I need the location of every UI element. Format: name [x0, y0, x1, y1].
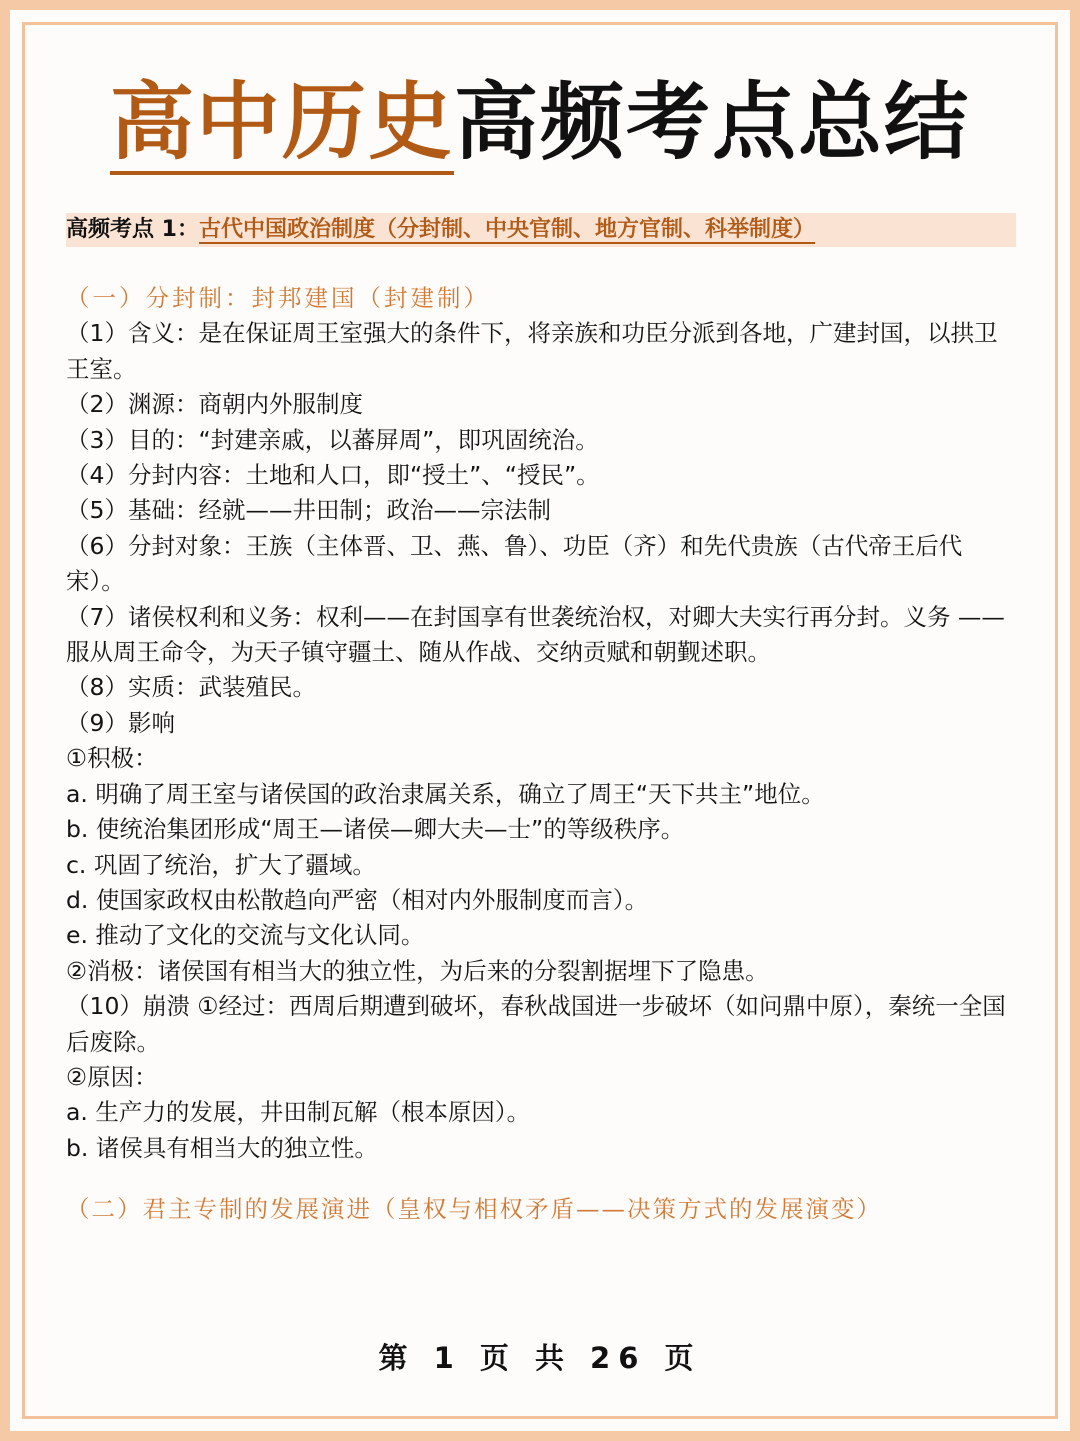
- page-number: 第 1 页 共 26 页: [378, 1341, 702, 1375]
- text-line: （1）含义：是在保证周王室强大的条件下，将亲族和功臣分派到各地，广建封国，以拱卫王室。: [66, 319, 998, 383]
- text-line: （4）分封内容：土地和人口，即“授土”、“授民”。: [66, 461, 600, 490]
- section-header: [66, 213, 815, 247]
- section-label: 高频考点 1：: [66, 217, 199, 242]
- text-line: c. 巩固了统治，扩大了疆域。: [66, 850, 376, 879]
- text-line: （6）分封对象：王族（主体晋、卫、燕、鲁）、功臣（齐）和先代贵族（古代帝王后代宋）。: [66, 531, 963, 596]
- text-line: a. 生产力的发展，井田制瓦解（根本原因）。: [66, 1098, 531, 1127]
- text-line: ①积极：: [66, 744, 158, 773]
- text-line: （2）渊源：商朝内外服制度: [66, 390, 363, 419]
- title-rest: 高频考点总结: [454, 73, 971, 171]
- text-line: （5）基础：经就——井田制；政治——宗法制: [66, 496, 551, 525]
- text-line: ②原因：: [66, 1062, 158, 1091]
- page-title: [0, 72, 1080, 172]
- text-line: （8）实质：武装殖民。: [66, 673, 316, 702]
- spacer: [66, 1166, 1016, 1192]
- text-line: （10）崩溃 ①经过：西周后期遭到破坏，春秋战国进一步破坏（如问鼎中原），秦统一全国后废除。: [66, 992, 1006, 1056]
- document-body: [66, 281, 1016, 1228]
- text-line: （7）诸侯权利和义务：权利——在封国享有世袭统治权，对卿大夫实行再分封。义务 ——服从周王命令，为天子镇守疆土、随从作战、交纳贡赋和朝觐述职。: [66, 602, 1005, 667]
- text-line: b. 诸侯具有相当大的独立性。: [66, 1133, 378, 1162]
- title-highlight: 高中历史: [110, 73, 454, 175]
- text-line: ②消极：诸侯国有相当大的独立性，为后来的分裂割据埋下了隐患。: [66, 956, 769, 985]
- text-line: （3）目的：“封建亲戚，以蕃屏周”，即巩固统治。: [66, 425, 599, 454]
- text-line: d. 使国家政权由松散趋向严密（相对内外服制度而言）。: [66, 885, 649, 914]
- text-line: e. 推动了文化的交流与文化认同。: [66, 921, 425, 950]
- text-line: a. 明确了周王室与诸侯国的政治隶属关系，确立了周王“天下共主”地位。: [66, 779, 825, 808]
- text-line: b. 使统治集团形成“周王—诸侯—卿大夫—士”的等级秩序。: [66, 815, 685, 844]
- section-topic: 古代中国政治制度（分封制、中央官制、地方官制、科举制度）: [198, 217, 815, 242]
- text-line: （9）影响: [66, 708, 175, 737]
- subheading-fenfeng: （一）分封制：封邦建国（封建制）: [66, 284, 490, 312]
- subheading-monarchy: （二）君主专制的发展演进（皇权与相权矛盾——决策方式的发展演变）: [66, 1195, 882, 1224]
